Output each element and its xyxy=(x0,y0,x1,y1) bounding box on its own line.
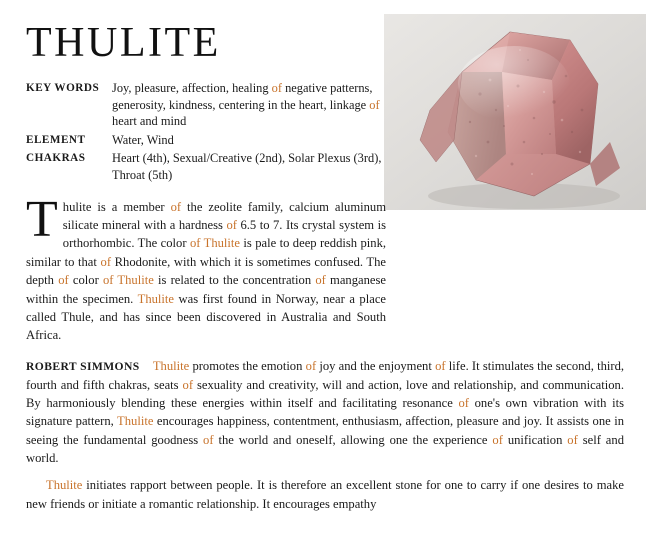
element-value: Water, Wind xyxy=(112,132,174,147)
paragraph-robert-simmons xyxy=(26,357,624,468)
body-text xyxy=(26,190,625,514)
paragraph-intro-text: hulite is a member of the zeolite family, calcium aluminum silicate mineral with a hardness of 6.5 to 7. Its crystal system is orthorhombic. The color of Thulite is pale to deep reddish pink, similar to that of Rhodonite, with which it is sometimes confused. The depth of color of Thulite is related to the concentration of manganese within the specimen. Thulite was first found in Norway, near a place called Thule, and has since been discovered in Australia and South Africa. xyxy=(26,199,387,343)
page-title: THULITE xyxy=(26,20,221,66)
paragraph-intro xyxy=(26,190,387,345)
thulite-specimen-photo xyxy=(384,14,646,210)
key-words-row xyxy=(26,80,386,130)
chakras-value: Heart (4th), Sexual/Creative (2nd), Solar Plexus (3rd), Throat (5th) xyxy=(112,151,382,183)
chakras-row xyxy=(26,150,386,183)
paragraph-rapport xyxy=(26,476,624,513)
key-words-value: Joy, pleasure, affection, healing of negative patterns, generosity, kindness, centering in the heart, linkage of heart and mind xyxy=(112,81,380,129)
paragraph-robert-simmons-text: Thulite promotes the emotion of joy and the enjoyment of life. It stimulates the second, third, fourth and fifth chakras, seats of sexuality and creativity, will and action, love and relationship, and communication. By harmoniously blending these energies within itself and facilitating resonance of one's own vibration with its signature pattern, Thulite encourages happiness, contentment, enthusiasm, affection, pleasure and joy. It assists one in seeing the fundamental goodness of the world and oneself, allowing one the experience of unification of self and world. xyxy=(26,358,625,466)
key-words-label: KEY WORDS xyxy=(26,82,100,94)
paragraph-spacer xyxy=(26,345,624,357)
drop-cap: T xyxy=(26,190,58,248)
key-attributes-block xyxy=(26,80,386,184)
element-row xyxy=(26,132,386,149)
element-label: ELEMENT xyxy=(26,133,86,146)
paragraph-rapport-text: Thulite initiates rapport between people. It is therefore an excellent stone for one to carry if one desires to make new friends or initiate a romantic relationship. It encourages empathy xyxy=(26,478,624,511)
chakras-label: CHAKRAS xyxy=(26,152,86,165)
attribution-label: ROBERT SIMMONS xyxy=(26,359,140,373)
